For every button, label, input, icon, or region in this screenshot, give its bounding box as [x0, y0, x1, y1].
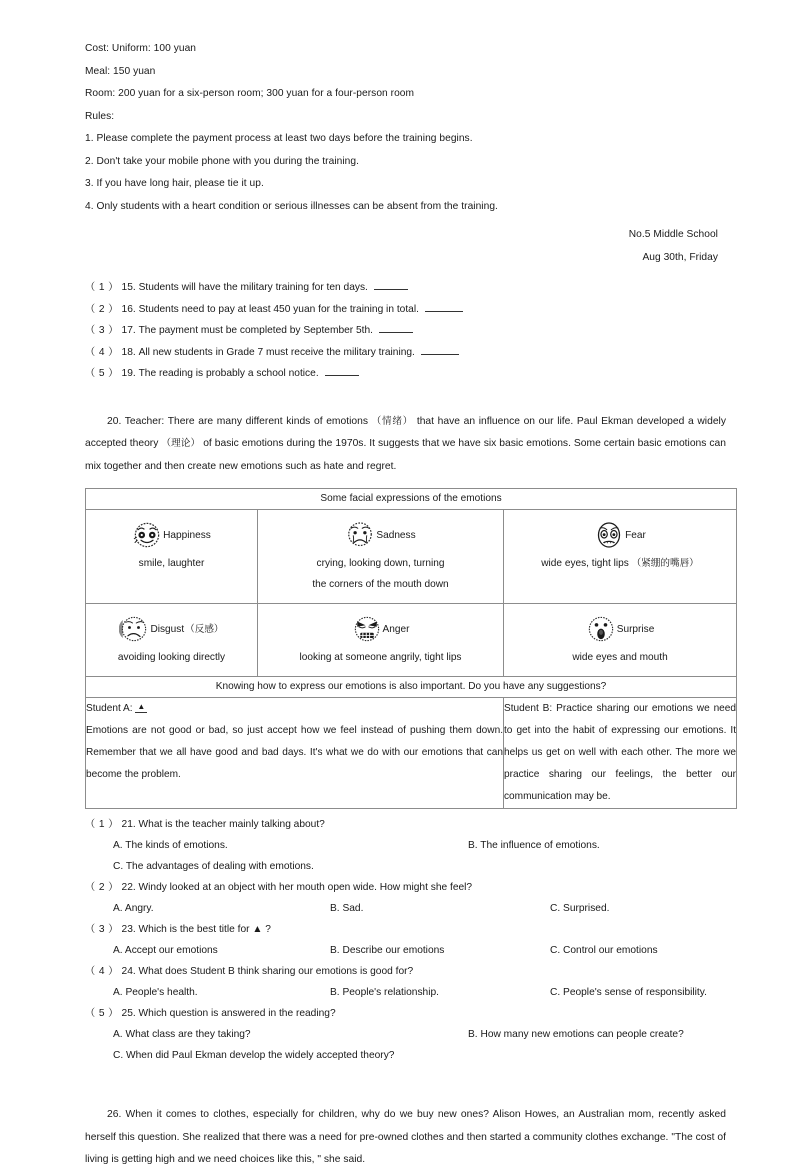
tf-question-15 — [85, 277, 726, 299]
table-title: Some facial expressions of the emotions — [86, 489, 737, 510]
question-number: 17. — [121, 325, 136, 336]
emotion-description-text: wide eyes, tight lips — [541, 558, 629, 569]
notice-line: Room: 200 yuan for a six-person room; 300 yuan for a four-person room — [85, 88, 415, 99]
answer-blank[interactable] — [325, 367, 359, 376]
notice-rule: 2. Don't take your mobile phone with you during the training. — [85, 155, 359, 167]
mc-question-24 — [85, 961, 726, 1003]
mc-question-23 — [85, 919, 726, 961]
tf-question-18 — [85, 342, 726, 364]
fear-face-icon — [594, 519, 624, 551]
option-a[interactable]: A. The kinds of emotions. — [113, 840, 228, 851]
emotion-gloss: （紧绷的嘴唇） — [631, 558, 699, 569]
question-text: 24. What does Student B think sharing our emotions is good for? — [121, 966, 414, 977]
emotion-description-2: the corners of the mouth down — [312, 579, 449, 590]
student-a-cell — [86, 698, 504, 809]
notice-date: Aug 30th, Friday — [642, 251, 718, 263]
mc-question-21 — [85, 814, 726, 877]
option-c[interactable]: C. The advantages of dealing with emotions. — [113, 861, 314, 872]
emotion-description: looking at someone angrily, tight lips — [299, 652, 462, 663]
emotion-cell-surprise — [504, 604, 737, 677]
question-text: The payment must be completed by September 5th. — [138, 325, 373, 336]
title-placeholder-triangle-icon: ▲ — [137, 702, 146, 711]
option-c[interactable]: C. Control our emotions — [550, 945, 658, 956]
student-b-cell — [504, 698, 737, 809]
question-number: 19. — [121, 368, 136, 379]
emotion-cell-anger — [258, 604, 504, 677]
mc-question-22 — [85, 877, 726, 919]
emotion-cell-disgust — [86, 604, 258, 677]
notice-rule: 4. Only students with a heart condition or serious illnesses can be absent from the training. — [85, 200, 498, 212]
table-subtitle: Knowing how to express our emotions is also important. Do you have any suggestions? — [86, 677, 737, 698]
emotion-label: Surprise — [616, 623, 655, 635]
answer-bracket[interactable]: （ 3 ） — [85, 325, 119, 336]
student-a-header — [86, 698, 503, 720]
school-name: No.5 Middle School — [628, 229, 718, 240]
notice-signature-block — [85, 224, 726, 269]
answer-blank[interactable] — [374, 281, 408, 290]
emotion-description — [508, 553, 732, 574]
option-b[interactable]: B. Sad. — [330, 903, 364, 914]
option-b[interactable]: B. People's relationship. — [330, 987, 439, 998]
question-text: 25. Which question is answered in the reading? — [121, 1008, 336, 1019]
question-text: 22. Windy looked at an object with her mouth open wide. How might she feel? — [121, 882, 473, 893]
table-row — [86, 510, 737, 604]
question-text: All new students in Grade 7 must receive the military training. — [138, 346, 415, 358]
notice-line: Rules: — [85, 110, 115, 122]
emotion-label: Fear — [625, 529, 646, 541]
emotion-label: Anger — [382, 623, 410, 635]
emotion-description: avoiding looking directly — [117, 652, 226, 663]
question-text: 21. What is the teacher mainly talking about? — [121, 819, 325, 830]
answer-bracket[interactable]: （ 1 ） — [85, 819, 119, 830]
option-a[interactable]: A. Angry. — [113, 903, 154, 914]
table-row — [86, 604, 737, 677]
answer-bracket[interactable]: （ 5 ） — [85, 368, 119, 379]
disgust-face-icon — [119, 613, 149, 645]
tf-question-17 — [85, 320, 726, 342]
question-number: 16. — [121, 303, 136, 315]
option-b[interactable]: B. How many new emotions can people create? — [468, 1029, 684, 1040]
answer-bracket[interactable]: （ 5 ） — [85, 1008, 119, 1019]
multiple-choice-list — [85, 814, 726, 1066]
happiness-face-icon — [132, 519, 162, 551]
option-c[interactable]: C. When did Paul Ekman develop the widely accepted theory? — [113, 1050, 395, 1061]
passage-20-gloss-emotions: （情绪） — [371, 415, 414, 427]
question-text: 23. Which is the best title for ▲ ? — [121, 924, 271, 935]
surprise-face-icon — [586, 613, 616, 645]
option-b[interactable]: B. Describe our emotions — [330, 945, 445, 956]
emotion-label: Disgust — [150, 623, 185, 635]
tf-question-19 — [85, 363, 726, 385]
option-b[interactable]: B. The influence of emotions. — [468, 840, 600, 851]
notice-block — [85, 38, 726, 218]
emotion-description: crying, looking down, turning — [316, 558, 445, 569]
emotion-cell-sadness — [258, 510, 504, 604]
option-a[interactable]: A. Accept our emotions — [113, 945, 218, 956]
question-text: Students need to pay at least 450 yuan for the training in total. — [138, 303, 419, 315]
question-number: 15. — [121, 282, 136, 293]
notice-rule: 3. If you have long hair, please tie it up. — [85, 178, 264, 189]
student-a-text: Emotions are not good or bad, so just accept how we feel instead of pushing them down. Remember that we all have good and bad days. It's what we do with our emotions that can become the problem. — [86, 725, 503, 780]
mc-question-25 — [85, 1003, 726, 1066]
question-number: 18. — [121, 346, 136, 358]
emotion-label: Sadness — [376, 529, 416, 541]
question-text: The reading is probably a school notice. — [138, 368, 319, 379]
notice-line: Cost: Uniform: 100 yuan — [85, 43, 196, 54]
emotion-gloss: （反感） — [185, 623, 224, 635]
answer-bracket[interactable]: （ 4 ） — [85, 966, 119, 977]
notice-line: Meal: 150 yuan — [85, 65, 156, 77]
emotions-table — [85, 488, 737, 809]
answer-bracket[interactable]: （ 3 ） — [85, 924, 119, 935]
passage-20-gloss-theory: （理论） — [161, 438, 201, 449]
option-a[interactable]: A. People's health. — [113, 987, 198, 998]
answer-blank[interactable] — [379, 324, 413, 333]
option-c[interactable]: C. People's sense of responsibility. — [550, 987, 707, 998]
option-c[interactable]: C. Surprised. — [550, 903, 610, 914]
sadness-face-icon — [345, 519, 375, 551]
option-a[interactable]: A. What class are they taking? — [113, 1029, 251, 1040]
notice-rule: 1. Please complete the payment process at least two days before the training begins. — [85, 133, 473, 144]
answer-blank[interactable] — [425, 303, 463, 312]
passage-26-paragraph: 26. When it comes to clothes, especially for children, why do we buy new ones? Alison Howes, an Australian mom, recently asked herself this question. She realized that there was a need for pre-owned clothes and then started a community clothes exchange. "The cost of living is getting high and we need choices like this, " she said. — [85, 1109, 726, 1165]
emotion-description: wide eyes and mouth — [572, 652, 668, 663]
question-text: Students will have the military training for ten days. — [138, 282, 368, 293]
student-a-label: Student A: — [86, 703, 133, 714]
table-header-row — [86, 489, 737, 510]
emotion-description: smile, laughter — [138, 558, 205, 569]
passage-20-part3: of basic emotions during the 1970s. It suggests that we have six basic emotions. Some certain basic emotions can mix together and then create new emotions such as hate and regret. — [85, 438, 727, 472]
answer-bracket[interactable]: （ 1 ） — [85, 282, 119, 293]
table-students-row — [86, 698, 737, 809]
answer-bracket[interactable]: （ 2 ） — [85, 303, 119, 315]
answer-blank[interactable] — [421, 346, 459, 355]
emotion-cell-happiness — [86, 510, 258, 604]
passage-20-part2: that have an influence on our life. Paul Ekman developed a widely accepted theory — [85, 415, 726, 449]
passage-20-paragraph — [85, 411, 726, 479]
emotion-label: Happiness — [163, 529, 211, 541]
student-b-text: Student B: Practice sharing our emotions we need to get into the habit of expressing our emotions. It helps us get on well with each other. The more we practice sharing our feelings, the better our communication may be. — [504, 703, 737, 802]
table-subheader-row — [86, 677, 737, 698]
emotion-cell-fear — [504, 510, 737, 604]
answer-bracket[interactable]: （ 2 ） — [85, 882, 119, 893]
anger-face-icon — [352, 613, 382, 645]
answer-bracket[interactable]: （ 4 ） — [85, 346, 119, 358]
true-false-question-list — [85, 277, 726, 385]
passage-20-part1: 20. Teacher: There are many different kinds of emotions — [107, 415, 368, 427]
tf-question-16 — [85, 299, 726, 321]
